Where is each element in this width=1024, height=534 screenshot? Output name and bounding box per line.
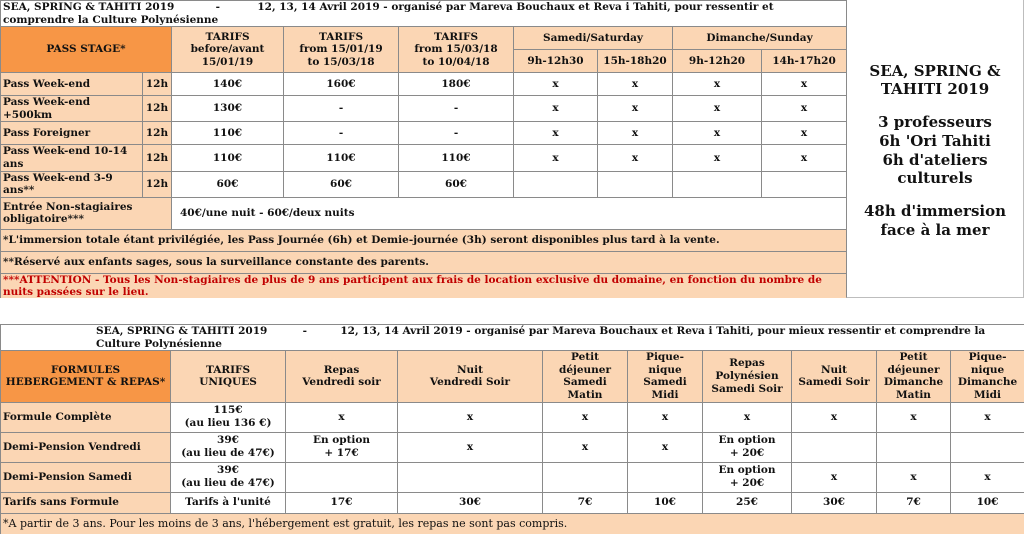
pass-name: Pass Week-end +500km [1, 96, 143, 122]
day-header-sunday: Dimanche/Sunday [673, 27, 847, 50]
formule-cell [703, 402, 792, 432]
cell-line1: x [910, 410, 917, 423]
cell-line1: x [661, 440, 669, 453]
pass-hours: 12h [143, 171, 172, 197]
formule-cell [543, 402, 628, 432]
price-cell: 110€ [172, 145, 284, 171]
formule-cell [792, 462, 877, 492]
table1-title-dash: - [215, 1, 221, 13]
note-3-attention: ***ATTENTION - Tous les Non-stagiaires de plus de 9 ans participent aux frais de location exclusive du domaine, en fonction du nombre de nuits passées sur le lieu. [1, 273, 847, 299]
formules-header-line2: HEBERGEMENT & REPAS* [5, 376, 166, 389]
col-header-line1: Repas [323, 363, 360, 376]
col-header-pique-nique-samedi [628, 351, 703, 402]
pass-name: Pass Week-end 10-14 ans [1, 145, 143, 171]
entree-label-line1: Entrée Non-stagiaires [3, 200, 133, 213]
formule-price-original: (au lieu de 47€) [181, 447, 275, 460]
cell-line1: x [830, 470, 838, 483]
price-cell: 160€ [284, 73, 399, 96]
tarif-col-3-line2: from 15/03/18 [414, 43, 498, 56]
price-cell: 60€ [172, 171, 284, 197]
time-header-sat-am: 9h-12h30 [514, 50, 598, 73]
cell-line1: x [581, 440, 589, 453]
table1-title-desc: 12, 13, 14 Avril 2019 - organisé par Mareva Bouchaux et Reva i Tahiti, pour ressentir et comprendre la Culture Polynésienne [3, 1, 774, 26]
pass-name: Pass Week-end [1, 73, 143, 96]
note-2: **Réservé aux enfants sages, sous la surveillance constante des parents. [1, 251, 847, 273]
session-cell: x [673, 145, 762, 171]
tarif-col-2-line2: from 15/01/19 [299, 43, 383, 56]
formule-price-value: 115€ [213, 404, 243, 417]
col-header-line2: Vendredi Soir [429, 376, 511, 389]
formule-cell [703, 432, 792, 462]
day-header-saturday: Samedi/Saturday [514, 27, 673, 50]
table-row [1, 122, 847, 145]
price-cell: 180€ [399, 73, 514, 96]
formule-cell [398, 462, 543, 492]
formule-cell [398, 402, 543, 432]
formule-cell [877, 432, 951, 462]
table-row [1, 73, 847, 96]
tarif-col-header-2 [284, 27, 399, 73]
session-cell: x [514, 96, 598, 122]
unit-price-cell: 10€ [628, 492, 703, 513]
cell-line1: En option [312, 434, 371, 447]
tarif-col-2-line3: to 15/03/18 [307, 55, 375, 68]
summary-immersion-line2: face à la mer [880, 220, 990, 239]
price-cell: 130€ [172, 96, 284, 122]
session-cell: x [598, 122, 673, 145]
formule-cell [628, 462, 703, 492]
table2-title-bar [1, 325, 1024, 351]
unit-price-cell: 7€ [877, 492, 951, 513]
table1-title-bar [1, 1, 847, 27]
pass-hours: 12h [143, 73, 172, 96]
pass-name: Pass Week-end 3-9 ans** [1, 171, 143, 197]
col-header-line3: Samedi Soir [711, 382, 783, 395]
table-row [1, 145, 847, 171]
col-header-repas-polynesien [703, 351, 792, 402]
formule-cell [543, 432, 628, 462]
pass-stage-table [0, 0, 847, 300]
price-cell: - [399, 96, 514, 122]
section-spacer [0, 298, 1024, 324]
formule-cell [286, 402, 398, 432]
session-cell [598, 171, 673, 197]
formule-cell [286, 432, 398, 462]
cell-line1: x [581, 410, 589, 423]
tarif-col-1-line2: before/avant [190, 43, 265, 56]
session-cell [673, 171, 762, 197]
tarifs-uniques-line2: UNIQUES [199, 376, 257, 389]
summary-info-line4: culturels [897, 169, 973, 188]
formule-cell [877, 462, 951, 492]
entree-value: 40€/une nuit - 60€/deux nuits [172, 197, 847, 229]
cell-line2: + 20€ [729, 447, 765, 460]
formule-cell [951, 432, 1024, 462]
formule-price-original: (au lieu de 47€) [181, 477, 275, 490]
tarif-col-header-3 [399, 27, 514, 73]
summary-info-line3: 6h d'ateliers [882, 150, 988, 169]
time-header-sat-pm: 15h-18h20 [598, 50, 673, 73]
col-header-line2: Dimanche Midi [957, 376, 1018, 401]
formules-header-line1: FORMULES [50, 363, 121, 376]
pass-hours: 12h [143, 145, 172, 171]
session-cell: x [673, 96, 762, 122]
session-cell: x [598, 73, 673, 96]
col-header-line2: Samedi Soir [798, 376, 870, 389]
summary-title-line2: TAHITI 2019 [880, 80, 990, 99]
tarif-col-3-line3: to 10/04/18 [422, 55, 490, 68]
session-cell: x [673, 122, 762, 145]
cell-line2: + 20€ [729, 477, 765, 490]
table1-title: SEA, SPRING & TAHITI 2019 [3, 1, 175, 13]
formule-price [171, 462, 286, 492]
session-cell: x [598, 145, 673, 171]
pass-stage-header: PASS STAGE* [1, 27, 172, 73]
cell-line1: x [466, 440, 474, 453]
unit-price-cell: 30€ [792, 492, 877, 513]
cell-line2: + 17€ [324, 447, 359, 460]
price-cell: 140€ [172, 73, 284, 96]
formule-cell [286, 462, 398, 492]
col-header-line1: Repas [729, 357, 765, 370]
tarif-col-2-line1: TARIFS [318, 30, 364, 43]
session-cell: x [514, 145, 598, 171]
col-header-line1: Nuit [456, 363, 484, 376]
summary-info [878, 113, 992, 188]
formule-cell [628, 432, 703, 462]
time-header-sun-pm: 14h-17h20 [762, 50, 847, 73]
formule-name: Formule Complète [1, 402, 171, 432]
tarif-col-header-1 [172, 27, 284, 73]
price-cell: 60€ [399, 171, 514, 197]
session-cell: x [514, 122, 598, 145]
price-cell: 110€ [284, 145, 399, 171]
time-header-sun-am: 9h-12h20 [673, 50, 762, 73]
tarifs-uniques-header [171, 351, 286, 402]
sans-formule-price: Tarifs à l'unité [171, 492, 286, 513]
tarif-col-1-line1: TARIFS [205, 30, 250, 43]
formule-price-value: 39€ [217, 464, 239, 477]
table-row [1, 432, 1024, 462]
session-cell: x [673, 73, 762, 96]
formule-cell [951, 462, 1024, 492]
cell-line1: x [830, 410, 838, 423]
col-header-line2: Samedi Midi [643, 376, 687, 401]
session-cell: x [598, 96, 673, 122]
formule-name: Demi-Pension Vendredi [1, 432, 171, 462]
summary-immersion [864, 202, 1006, 240]
table-row [1, 171, 847, 197]
cell-line1: x [984, 410, 991, 423]
formule-cell [398, 432, 543, 462]
price-cell: 60€ [284, 171, 399, 197]
cell-line1: En option [718, 434, 776, 447]
cell-line1: x [661, 410, 669, 423]
table2-title-desc: 12, 13, 14 Avril 2019 - organisé par Mareva Bouchaux et Reva i Tahiti, pour mieux ressentir et comprendre la Culture Polynésienne [96, 325, 986, 350]
formule-cell [628, 402, 703, 432]
formule-price [171, 402, 286, 432]
col-header-repas-vendredi [286, 351, 398, 402]
tarifs-uniques-line1: TARIFS [205, 363, 251, 376]
cell-line1: x [338, 410, 345, 423]
session-cell [514, 171, 598, 197]
price-cell: 110€ [399, 145, 514, 171]
price-cell: - [284, 96, 399, 122]
formule-cell [703, 462, 792, 492]
unit-price-cell: 7€ [543, 492, 628, 513]
price-cell: 110€ [172, 122, 284, 145]
table-row [1, 402, 1024, 432]
col-header-petit-dej-samedi [543, 351, 628, 402]
unit-price-cell: 25€ [703, 492, 792, 513]
price-cell: - [284, 122, 399, 145]
formule-cell [543, 462, 628, 492]
entree-label [1, 197, 172, 229]
cell-line1: x [466, 410, 474, 423]
table-row [1, 492, 1024, 513]
table2-footnote: *A partir de 3 ans. Pour les moins de 3 ans, l'hébergement est gratuit, les repas ne sont pas compris. [1, 513, 1024, 534]
col-header-pique-nique-dimanche [951, 351, 1024, 402]
session-cell: x [514, 73, 598, 96]
formule-cell [877, 402, 951, 432]
tarif-col-1-line3: 15/01/19 [201, 55, 254, 68]
cell-line1: x [910, 470, 917, 483]
formule-price-original: (au lieu 136 €) [184, 417, 272, 430]
col-header-petit-dej-dimanche [877, 351, 951, 402]
formule-price-value: 39€ [217, 434, 239, 447]
summary-immersion-line1: 48h d'immersion [863, 202, 1007, 220]
pass-name: Pass Foreigner [1, 122, 143, 145]
formule-cell [951, 402, 1024, 432]
col-header-line1: Petit déjeuner [559, 351, 611, 376]
cell-line1: En option [718, 464, 776, 477]
unit-price-cell: 30€ [398, 492, 543, 513]
col-header-line1: Pique-nique [646, 351, 684, 376]
session-cell: x [762, 96, 847, 122]
session-cell: x [762, 122, 847, 145]
summary-title [869, 62, 1000, 100]
table-row [1, 197, 847, 229]
price-cell: - [399, 122, 514, 145]
event-summary-panel [846, 0, 1024, 298]
session-cell: x [762, 145, 847, 171]
unit-price-cell: 10€ [951, 492, 1024, 513]
formule-cell [792, 402, 877, 432]
col-header-line2: Polynésien [715, 370, 779, 383]
summary-title-line1: SEA, SPRING & [869, 61, 1001, 80]
tarif-col-3-line1: TARIFS [433, 30, 479, 43]
formule-name: Demi-Pension Samedi [1, 462, 171, 492]
formule-price [171, 432, 286, 462]
session-cell [762, 171, 847, 197]
note-1: *L'immersion totale étant privilégiée, les Pass Journée (6h) et Demie-journée (3h) seront disponibles plus tard à la vente. [1, 229, 847, 251]
col-header-line1: Pique-nique [968, 351, 1007, 376]
cell-line1: x [743, 410, 751, 423]
col-header-nuit-vendredi [398, 351, 543, 402]
col-header-line2: Samedi Matin [563, 376, 607, 401]
unit-price-cell: 17€ [286, 492, 398, 513]
formule-cell [792, 432, 877, 462]
pass-hours: 12h [143, 96, 172, 122]
col-header-line2: Dimanche Matin [883, 376, 944, 401]
col-header-line1: Petit déjeuner [887, 351, 940, 376]
col-header-line2: Vendredi soir [302, 376, 381, 389]
summary-info-line2: 6h 'Ori Tahiti [879, 131, 991, 150]
col-header-line1: Nuit [820, 363, 848, 376]
entree-label-line2: obligatoire*** [3, 213, 84, 226]
table-row [1, 462, 1024, 492]
session-cell: x [762, 73, 847, 96]
table2-title: SEA, SPRING & TAHITI 2019 [96, 325, 268, 337]
sans-formule-name: Tarifs sans Formule [1, 492, 171, 513]
pass-hours: 12h [143, 122, 172, 145]
table-row [1, 96, 847, 122]
cell-line1: x [984, 470, 991, 483]
formules-table [0, 324, 1024, 534]
formules-header [1, 351, 171, 402]
col-header-nuit-samedi [792, 351, 877, 402]
table2-title-dash: - [302, 325, 308, 337]
summary-info-line1: 3 professeurs [878, 113, 992, 131]
